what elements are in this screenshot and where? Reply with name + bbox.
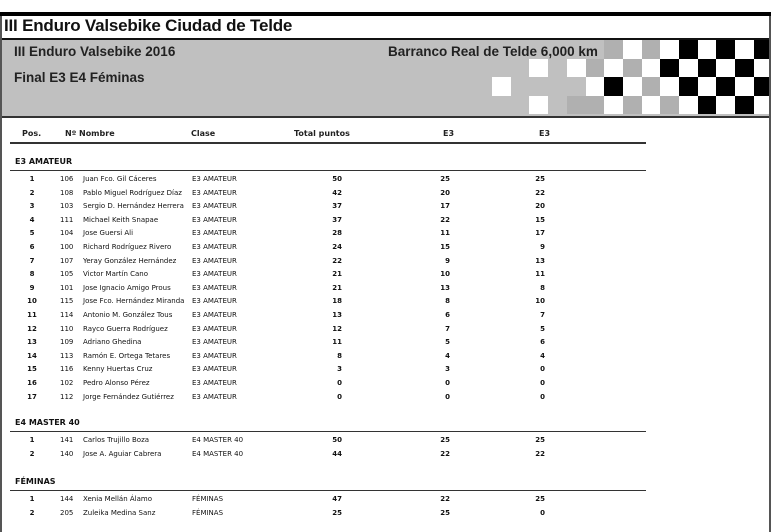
cell-e3b: 4	[540, 351, 545, 360]
table-row	[0, 325, 771, 336]
cell-clase: E3 AMATEUR	[192, 297, 237, 306]
cell-num: 102	[60, 379, 74, 387]
checker-square	[586, 59, 605, 78]
cell-e3a: 4	[445, 351, 450, 360]
group-rule	[10, 490, 646, 491]
col-total: Total puntos	[294, 129, 350, 138]
header-rule	[10, 142, 646, 144]
cell-e3b: 22	[535, 188, 545, 197]
cell-e3b: 15	[535, 215, 545, 224]
cell-name: Michael Keith Snapae	[83, 215, 159, 224]
cell-e3a: 15	[440, 243, 450, 251]
table-row	[0, 202, 771, 213]
cell-num: 103	[60, 202, 74, 211]
cell-name: Jose Fco. Hernández Miranda	[83, 297, 185, 306]
cell-name: Pedro Alonso Pérez	[83, 379, 150, 387]
checker-square	[735, 96, 754, 115]
cell-e3a: 25	[440, 175, 450, 183]
checker-square	[567, 59, 586, 78]
cell-total: 21	[332, 270, 342, 279]
checker-square	[492, 77, 511, 96]
checker-square	[642, 40, 661, 59]
cell-num: 106	[60, 175, 74, 183]
checker-square	[754, 59, 769, 78]
cell-name: Antonio M. González Tous	[83, 311, 173, 319]
cell-pos: 5	[29, 229, 35, 238]
cell-pos: 2	[29, 188, 35, 197]
cell-e3a: 5	[445, 338, 450, 347]
checker-square	[679, 96, 698, 115]
table-row	[0, 352, 771, 363]
header-band	[2, 38, 769, 118]
cell-total: 0	[337, 379, 342, 387]
table-row	[0, 379, 771, 390]
cell-pos: 13	[27, 338, 37, 347]
cell-pos: 12	[27, 324, 37, 333]
cell-e3a: 22	[440, 215, 450, 224]
checker-square	[660, 59, 679, 78]
cell-total: 12	[332, 324, 342, 333]
cell-total: 37	[332, 215, 342, 224]
checker-square	[660, 40, 679, 59]
cell-name: Yeray González Hernández	[83, 256, 177, 265]
cell-e3b: 0	[540, 392, 545, 401]
cell-num: 108	[60, 188, 74, 197]
event-name: III Enduro Valsebike 2016	[14, 44, 176, 59]
cell-total: 25	[332, 509, 342, 517]
cell-clase: E3 AMATEUR	[192, 311, 237, 319]
col-e3b: E3	[539, 129, 551, 138]
cell-total: 8	[337, 351, 342, 360]
checker-square	[698, 77, 717, 96]
cell-e3a: 22	[440, 449, 450, 458]
checker-square	[735, 59, 754, 78]
cell-pos: 3	[29, 202, 35, 211]
checker-square	[567, 96, 586, 115]
checker-square	[586, 96, 605, 115]
cell-total: 50	[332, 175, 342, 183]
cell-pos: 14	[27, 351, 37, 360]
table-row	[0, 175, 771, 186]
checker-square	[735, 40, 754, 59]
location: Barranco Real de Telde 6,000 km	[388, 44, 598, 59]
cell-e3b: 0	[540, 379, 545, 387]
cell-clase: E3 AMATEUR	[192, 175, 237, 183]
cell-clase: E3 AMATEUR	[192, 351, 237, 360]
checker-square	[754, 96, 769, 115]
cell-name: Victor Martín Cano	[83, 270, 149, 279]
stage-name: Final E3 E4 Féminas	[14, 70, 145, 85]
checker-square	[604, 59, 623, 78]
cell-e3b: 20	[535, 202, 545, 211]
cell-clase: E3 AMATEUR	[192, 338, 237, 347]
cell-e3b: 0	[540, 509, 545, 517]
table-row	[0, 189, 771, 200]
cell-clase: FÉMINAS	[192, 509, 224, 517]
checker-square	[735, 77, 754, 96]
cell-name: Carlos Trujillo Boza	[83, 436, 150, 445]
cell-e3a: 10	[440, 270, 450, 279]
checker-square	[679, 59, 698, 78]
table-row	[0, 450, 771, 461]
cell-total: 24	[332, 243, 342, 251]
cell-num: 110	[60, 324, 74, 333]
cell-total: 22	[332, 256, 342, 265]
group-heading: E3 AMATEUR	[15, 157, 73, 166]
cell-e3a: 25	[440, 509, 450, 517]
cell-num: 205	[60, 509, 74, 517]
checker-square	[642, 96, 661, 115]
cell-name: Zuleika Medina Sanz	[83, 509, 156, 517]
table-row	[0, 257, 771, 268]
table-row	[0, 495, 771, 506]
cell-clase: FÉMINAS	[192, 495, 224, 504]
cell-e3b: 7	[540, 311, 545, 319]
cell-pos: 2	[29, 509, 35, 517]
cell-e3a: 9	[445, 256, 450, 265]
cell-clase: E3 AMATEUR	[192, 324, 237, 333]
cell-name: Ramón E. Ortega Tetares	[83, 351, 171, 360]
group-rule	[10, 431, 646, 432]
cell-clase: E3 AMATEUR	[192, 365, 237, 374]
checker-square	[623, 77, 642, 96]
checker-square	[660, 77, 679, 96]
checker-square	[586, 77, 605, 96]
cell-e3b: 10	[535, 297, 545, 306]
checker-square	[754, 77, 769, 96]
cell-clase: E3 AMATEUR	[192, 188, 237, 197]
cell-num: 141	[60, 436, 74, 445]
checker-square	[716, 59, 735, 78]
group-heading: E4 MASTER 40	[15, 418, 80, 428]
cell-e3b: 25	[535, 436, 545, 445]
cell-pos: 1	[29, 495, 35, 504]
cell-e3b: 17	[535, 229, 545, 238]
table-row	[0, 393, 771, 404]
cell-pos: 17	[27, 392, 37, 401]
table-row	[0, 365, 771, 376]
cell-num: 115	[60, 297, 74, 306]
col-num-name: Nº Nombre	[65, 129, 115, 138]
cell-clase: E3 AMATEUR	[192, 392, 237, 401]
checker-square	[698, 59, 717, 78]
cell-e3b: 6	[540, 338, 545, 347]
cell-pos: 8	[29, 270, 35, 279]
col-clase: Clase	[191, 129, 216, 138]
cell-clase: E3 AMATEUR	[192, 243, 237, 251]
table-row	[0, 297, 771, 308]
cell-e3a: 22	[440, 495, 450, 504]
cell-name: Jose Guersi Ali	[83, 229, 134, 238]
cell-num: 109	[60, 338, 74, 347]
cell-e3a: 13	[440, 283, 450, 292]
cell-total: 47	[332, 495, 342, 504]
cell-num: 114	[60, 311, 74, 319]
cell-e3b: 22	[535, 449, 545, 458]
cell-num: 112	[60, 392, 74, 401]
cell-name: Juan Fco. Gil Cáceres	[83, 175, 157, 183]
cell-total: 44	[332, 449, 342, 458]
cell-name: Kenny Huertas Cruz	[83, 365, 153, 374]
cell-e3b: 0	[540, 365, 545, 374]
checker-square	[698, 40, 717, 59]
table-row	[0, 338, 771, 349]
table-row	[0, 436, 771, 447]
cell-total: 18	[332, 297, 342, 306]
group-rule	[10, 170, 646, 171]
col-e3a: E3	[443, 129, 455, 138]
cell-clase: E4 MASTER 40	[192, 449, 244, 458]
cell-e3a: 0	[445, 392, 450, 401]
cell-name: Jose A. Aguiar Cabrera	[83, 449, 162, 458]
cell-name: Richard Rodríguez Rivero	[83, 243, 172, 251]
cell-pos: 15	[27, 365, 37, 374]
group-heading: FÉMINAS	[15, 477, 56, 487]
cell-num: 116	[60, 365, 74, 374]
cell-name: Xenia Mellán Álamo	[83, 495, 152, 504]
cell-num: 111	[60, 215, 74, 224]
col-pos: Pos.	[22, 129, 42, 138]
cell-clase: E3 AMATEUR	[192, 229, 237, 238]
cell-name: Jorge Fernández Gutiérrez	[83, 392, 174, 401]
table-row	[0, 229, 771, 240]
cell-num: 104	[60, 229, 74, 238]
cell-name: Adriano Ghedina	[83, 338, 142, 347]
table-row	[0, 270, 771, 281]
cell-num: 140	[60, 449, 74, 458]
cell-num: 105	[60, 270, 74, 279]
cell-pos: 2	[29, 449, 35, 458]
cell-num: 113	[60, 351, 74, 360]
checker-square	[623, 59, 642, 78]
checker-square	[604, 96, 623, 115]
checker-square	[604, 77, 623, 96]
cell-num: 144	[60, 495, 74, 504]
cell-total: 42	[332, 188, 342, 197]
checker-square	[660, 96, 679, 115]
cell-e3a: 11	[440, 229, 450, 238]
cell-clase: E3 AMATEUR	[192, 283, 237, 292]
cell-e3a: 17	[440, 202, 450, 211]
cell-pos: 1	[29, 175, 35, 183]
cell-e3a: 20	[440, 188, 450, 197]
cell-clase: E3 AMATEUR	[192, 215, 237, 224]
checker-square	[754, 40, 769, 59]
cell-name: Pablo Miguel Rodríguez Díaz	[83, 188, 182, 197]
cell-pos: 6	[29, 243, 35, 251]
cell-e3b: 5	[540, 324, 545, 333]
cell-clase: E3 AMATEUR	[192, 256, 237, 265]
checker-square	[716, 77, 735, 96]
page-title: III Enduro Valsebike Ciudad de Telde	[4, 16, 293, 35]
checker-square	[529, 96, 548, 115]
cell-total: 21	[332, 283, 342, 292]
checker-square	[642, 77, 661, 96]
cell-total: 50	[332, 436, 342, 445]
cell-num: 101	[60, 283, 74, 292]
table-row	[0, 311, 771, 322]
checker-square	[642, 59, 661, 78]
cell-e3a: 25	[440, 436, 450, 445]
cell-name: Rayco Guerra Rodríguez	[83, 324, 168, 333]
cell-pos: 1	[29, 436, 35, 445]
cell-num: 107	[60, 256, 74, 265]
cell-pos: 4	[29, 215, 35, 224]
cell-e3a: 7	[445, 324, 450, 333]
cell-name: Jose Ignacio Amigo Prous	[83, 283, 171, 292]
cell-e3b: 13	[535, 256, 545, 265]
cell-total: 11	[332, 338, 342, 347]
cell-total: 0	[337, 392, 342, 401]
cell-total: 28	[332, 229, 342, 238]
cell-e3b: 11	[535, 270, 545, 279]
table-row	[0, 509, 771, 520]
cell-clase: E4 MASTER 40	[192, 436, 244, 445]
cell-e3b: 9	[540, 243, 545, 251]
cell-pos: 11	[27, 311, 37, 319]
checker-square	[716, 96, 735, 115]
checker-square	[716, 40, 735, 59]
table-row	[0, 284, 771, 295]
table-row	[0, 243, 771, 254]
cell-e3a: 8	[445, 297, 450, 306]
checker-square	[679, 77, 698, 96]
checker-square	[698, 96, 717, 115]
cell-total: 3	[337, 365, 342, 374]
cell-name: Sergio D. Hernández Herrera	[83, 202, 184, 211]
cell-total: 37	[332, 202, 342, 211]
checker-square	[623, 40, 642, 59]
cell-e3a: 0	[445, 379, 450, 387]
cell-e3a: 6	[445, 311, 450, 319]
cell-e3b: 25	[535, 175, 545, 183]
checker-square	[529, 59, 548, 78]
cell-e3a: 3	[445, 365, 450, 374]
checker-square	[679, 40, 698, 59]
cell-num: 100	[60, 243, 74, 251]
table-row	[0, 216, 771, 227]
cell-pos: 16	[27, 379, 37, 387]
cell-pos: 9	[29, 283, 35, 292]
cell-clase: E3 AMATEUR	[192, 202, 237, 211]
cell-e3b: 8	[540, 283, 545, 292]
cell-total: 13	[332, 311, 342, 319]
cell-e3b: 25	[535, 495, 545, 504]
checker-square	[604, 40, 623, 59]
cell-pos: 7	[29, 256, 35, 265]
checker-square	[623, 96, 642, 115]
cell-clase: E3 AMATEUR	[192, 379, 237, 387]
cell-pos: 10	[27, 297, 37, 306]
cell-clase: E3 AMATEUR	[192, 270, 237, 279]
